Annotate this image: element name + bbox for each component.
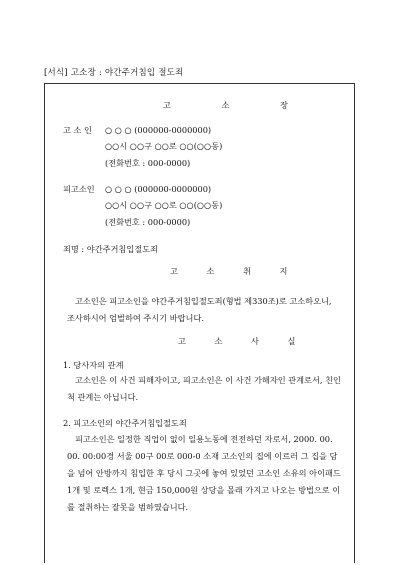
section-1-title: 1. 당사자의 관계 [63,360,124,370]
document-title: 고 소 장 [163,100,312,110]
accused-name: ○ ○ ○ (000000-0000000) [105,184,212,194]
complainant-name: ○ ○ ○ (000000-0000000) [105,125,212,135]
purpose-text: 고소인은 피고소인을 야간주거침입절도죄(형법 제330조)로 고소하오니, 조사하시어 엄벌하여 주시기 바랍니다. [67,296,332,323]
section-2-title: 2. 피고소인의 야간주거침입절도죄 [63,418,187,428]
complainant-label: 고 소 인 [63,125,92,135]
document-caption: [서식] 고소장 : 야간주거침입 절도죄 [44,68,184,78]
section-1-text: 고소인은 이 사건 피해자이고, 피고소인은 이 사건 가해자인 관계로서, 친인척 관계는 아닙니다. [67,375,341,402]
charge-line: 죄명 : 야간주거침입절도죄 [63,244,158,254]
section-2-text: 피고소인은 일정한 직업이 없이 일용노동에 전전하던 자로서, 2000. 00. 00. 00:00경 서울 00구 00로 000-0 소재 고소인의 집에 이르러 그 집을 담을 넘어 안방까지 침입한 후 당시 그곳에 놓여 있었던 고소인 소유의 아이패드 1개 및 로렉스 1개, 현금 150,000원 상당을 몰래 가지고 나오는 방법으로 이를 절취하는 잘못을 범하였습니다. [67,434,341,512]
complainant-address: ○○시 ○○구 ○○로 ○○(○○동) [105,141,223,151]
accused-label: 피고소인 [63,184,95,194]
accused-address: ○○시 ○○구 ○○로 ○○(○○동) [105,200,223,210]
accused-phone: (전화번호 : 000-0000) [105,217,191,227]
facts-heading: 고 소 사 실 [178,336,309,346]
complainant-phone: (전화번호 : 000-0000) [105,158,191,168]
complaint-document [44,83,355,563]
purpose-heading: 고 소 취 지 [170,266,301,276]
